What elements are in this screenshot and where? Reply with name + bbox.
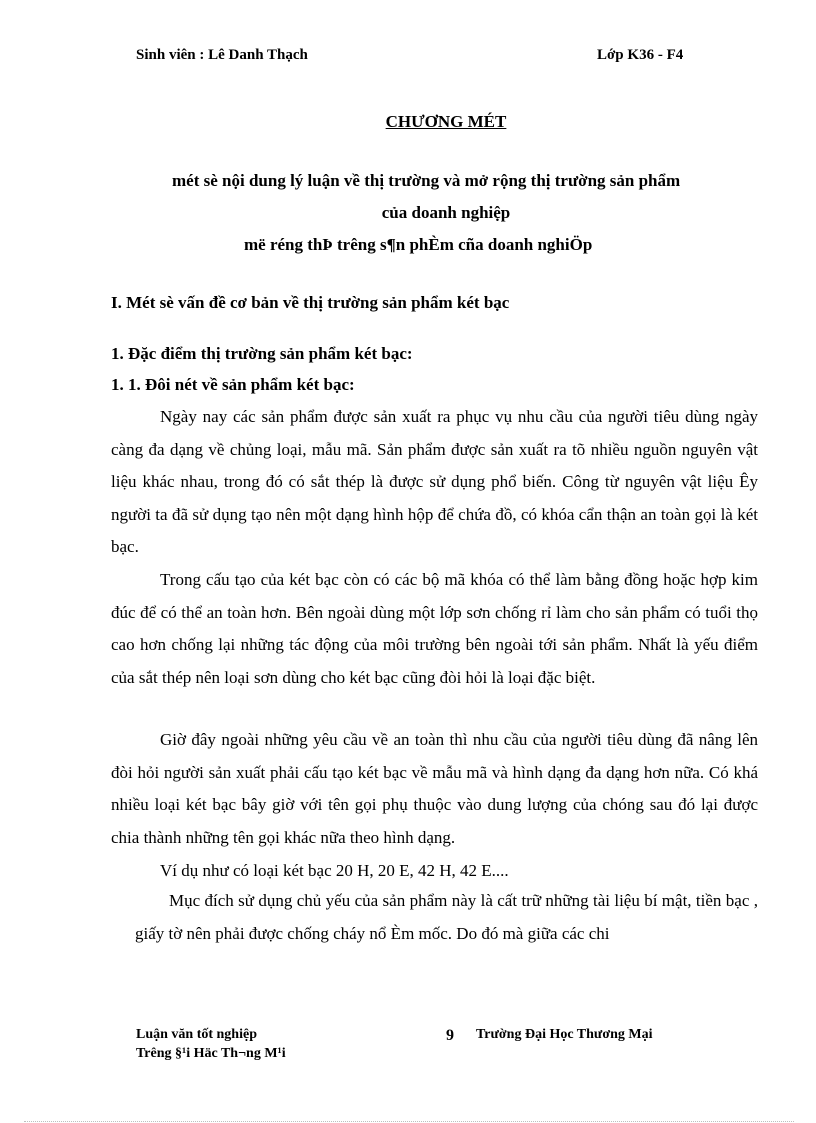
paragraph-5 [135, 885, 758, 950]
subtitle-line-3: më réng thÞ trêng s¶n phÈm cña doanh nghiÖp [244, 235, 593, 254]
paragraph-1 [111, 401, 758, 564]
paragraph-1-text: Ngày nay các sản phẩm được sản xuất ra phục vụ nhu cầu của người tiêu dùng ngày càng đa dạng về chủng loại, mẫu mã. Sản phẩm được sản xuất ra tõ nhiều nguồn nguyên vật liệu khác nhau, trong đó có sắt thép là được sử dụng phổ biến. Công từ nguyên vật liệu Êy người ta đã sử dụng tạo nên một dạng hình hộp để chứa đồ, có khóa cẩn thận an toàn gọi là két bạc. [111, 407, 758, 557]
subtitle-line-1: mét sè nội dung lý luận về thị trường và mở rộng thị trường sản phẩm [172, 171, 681, 190]
page-bottom-divider [24, 1121, 794, 1122]
header-class: Lớp K36 - F4 [597, 47, 684, 63]
paragraph-3 [111, 724, 758, 854]
paragraph-4 [111, 855, 758, 888]
footer-school-garbled: Trêng §¹i Häc Th¬ng M¹i [136, 1046, 286, 1061]
footer-thesis-label: Luận văn tốt nghiệp [136, 1027, 257, 1042]
heading-2: 1. Đặc điểm thị trường sản phẩm két bạc: [111, 344, 413, 363]
paragraph-4-text: Ví dụ như có loại két bạc 20 H, 20 E, 42 H, 42 E.... [160, 861, 509, 880]
page-number: 9 [446, 1027, 454, 1044]
heading-3: 1. 1. Đôi nét về sản phẩm két bạc: [111, 375, 355, 394]
paragraph-2-text: Trong cấu tạo của két bạc còn có các bộ mã khóa có thể làm bằng đồng hoặc hợp kim đúc để có thể an toàn hơn. Bên ngoài dùng một lớp sơn chống rỉ làm cho sản phẩm có tuổi thọ cao hơn chống lại những tác động của môi trường bên ngoài tới sản phẩm. Nhất là yếu điểm của sắt thép nên loại sơn dùng cho két bạc cũng đòi hỏi là loại đặc biệt. [111, 570, 758, 687]
paragraph-3-text: Giờ đây ngoài những yêu cầu về an toàn thì nhu cầu của người tiêu dùng đã nâng lên đòi hỏi người sản xuất phải cấu tạo két bạc về mẫu mã và hình dạng đa dạng hơn nữa. Có khá nhiều loại két bạc bây giờ với tên gọi phụ thuộc vào dung lượng của chóng sau đó lại được chia thành những tên gọi khác nữa theo hình dạng. [111, 730, 758, 847]
footer-school: Trường Đại Học Thương Mại [476, 1027, 653, 1042]
section-heading: I. Mét sè vấn đề cơ bản về thị trường sản phẩm két bạc [111, 293, 510, 312]
paragraph-5-text: Mục đích sử dụng chủ yếu của sản phẩm này là cất trữ những tài liệu bí mật, tiền bạc , giấy tờ nên phải được chống cháy nổ Èm mốc. Do đó mà giữa các chi [135, 891, 758, 943]
header-student-name: Sinh viên : Lê Danh Thạch [136, 47, 308, 63]
subtitle-line-2: của doanh nghiệp [381, 203, 511, 222]
chapter-title: CHƯƠNG MÉT [385, 112, 507, 131]
paragraph-2 [111, 564, 758, 694]
